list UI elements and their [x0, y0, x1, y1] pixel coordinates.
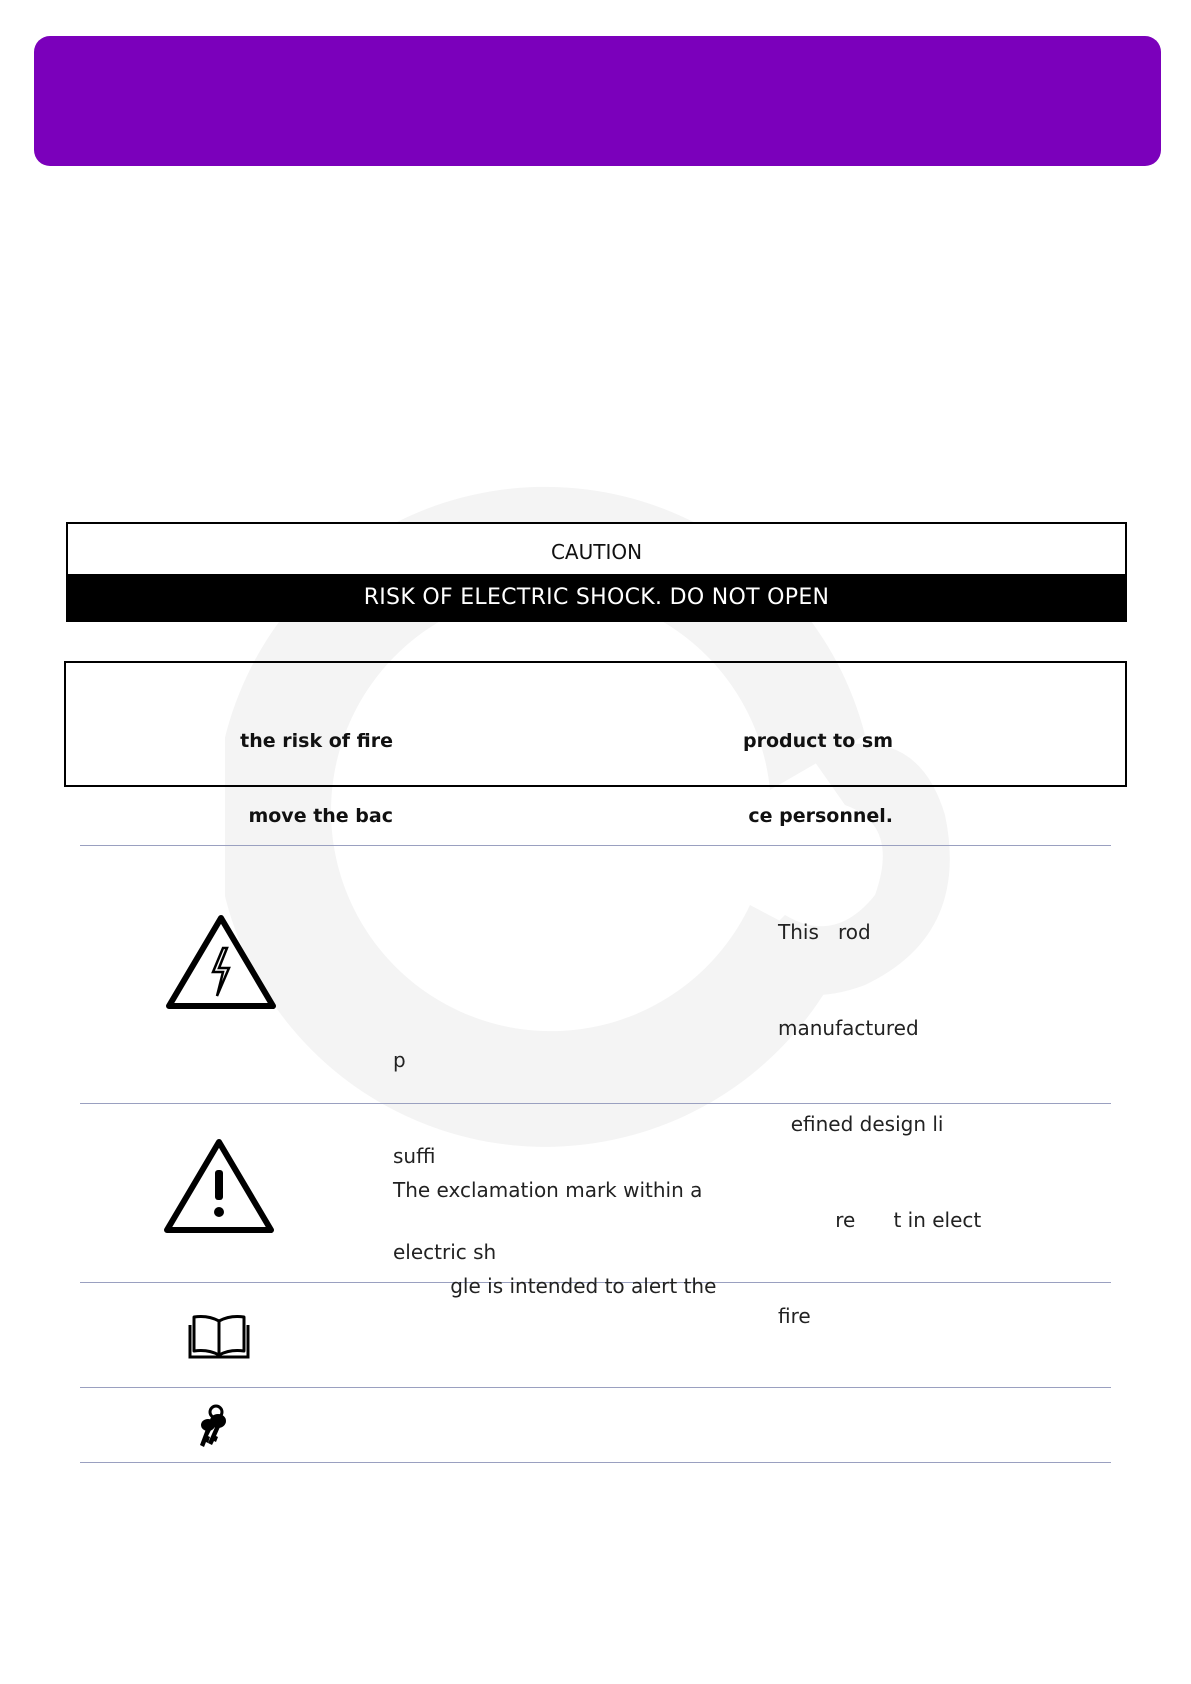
caution-title: CAUTION	[550, 540, 643, 564]
electric-shock-warning-icon	[163, 912, 279, 1012]
symbol-text-middle	[393, 1110, 716, 1334]
symbol-text-right	[778, 852, 981, 1364]
row-divider	[80, 845, 1111, 846]
notice-box	[64, 661, 1127, 827]
notice-right-text	[743, 679, 893, 879]
row-divider	[80, 1462, 1111, 1463]
text-line: This rod	[778, 920, 871, 944]
row-divider	[80, 1387, 1111, 1388]
text-line: re t in elect	[778, 1208, 982, 1232]
text-line: p	[393, 1048, 406, 1072]
header-bar	[34, 36, 1161, 166]
text-line: manufactured	[778, 1016, 919, 1040]
manual-book-icon	[188, 1313, 250, 1359]
notice-left-line: the risk of fire	[240, 730, 393, 752]
keys-icon	[196, 1403, 232, 1449]
notice-right-line: ce personnel.	[748, 805, 893, 827]
exclamation-warning-icon	[161, 1136, 277, 1236]
text-line: gle is intended to alert the	[393, 1274, 717, 1298]
caution-banner: RISK OF ELECTRIC SHOCK. DO NOT OPEN	[68, 574, 1125, 622]
text-line: The exclamation mark within a	[393, 1178, 703, 1202]
text-line: suffi	[393, 1144, 436, 1168]
text-line: fire	[778, 1304, 811, 1328]
text-line: efined design li	[778, 1112, 944, 1136]
text-line: electric sh	[393, 1240, 497, 1264]
notice-left-text	[240, 679, 393, 879]
notice-left-line: move the bac	[248, 805, 393, 827]
notice-right-line: product to sm	[743, 730, 893, 752]
caution-box	[66, 522, 1127, 622]
